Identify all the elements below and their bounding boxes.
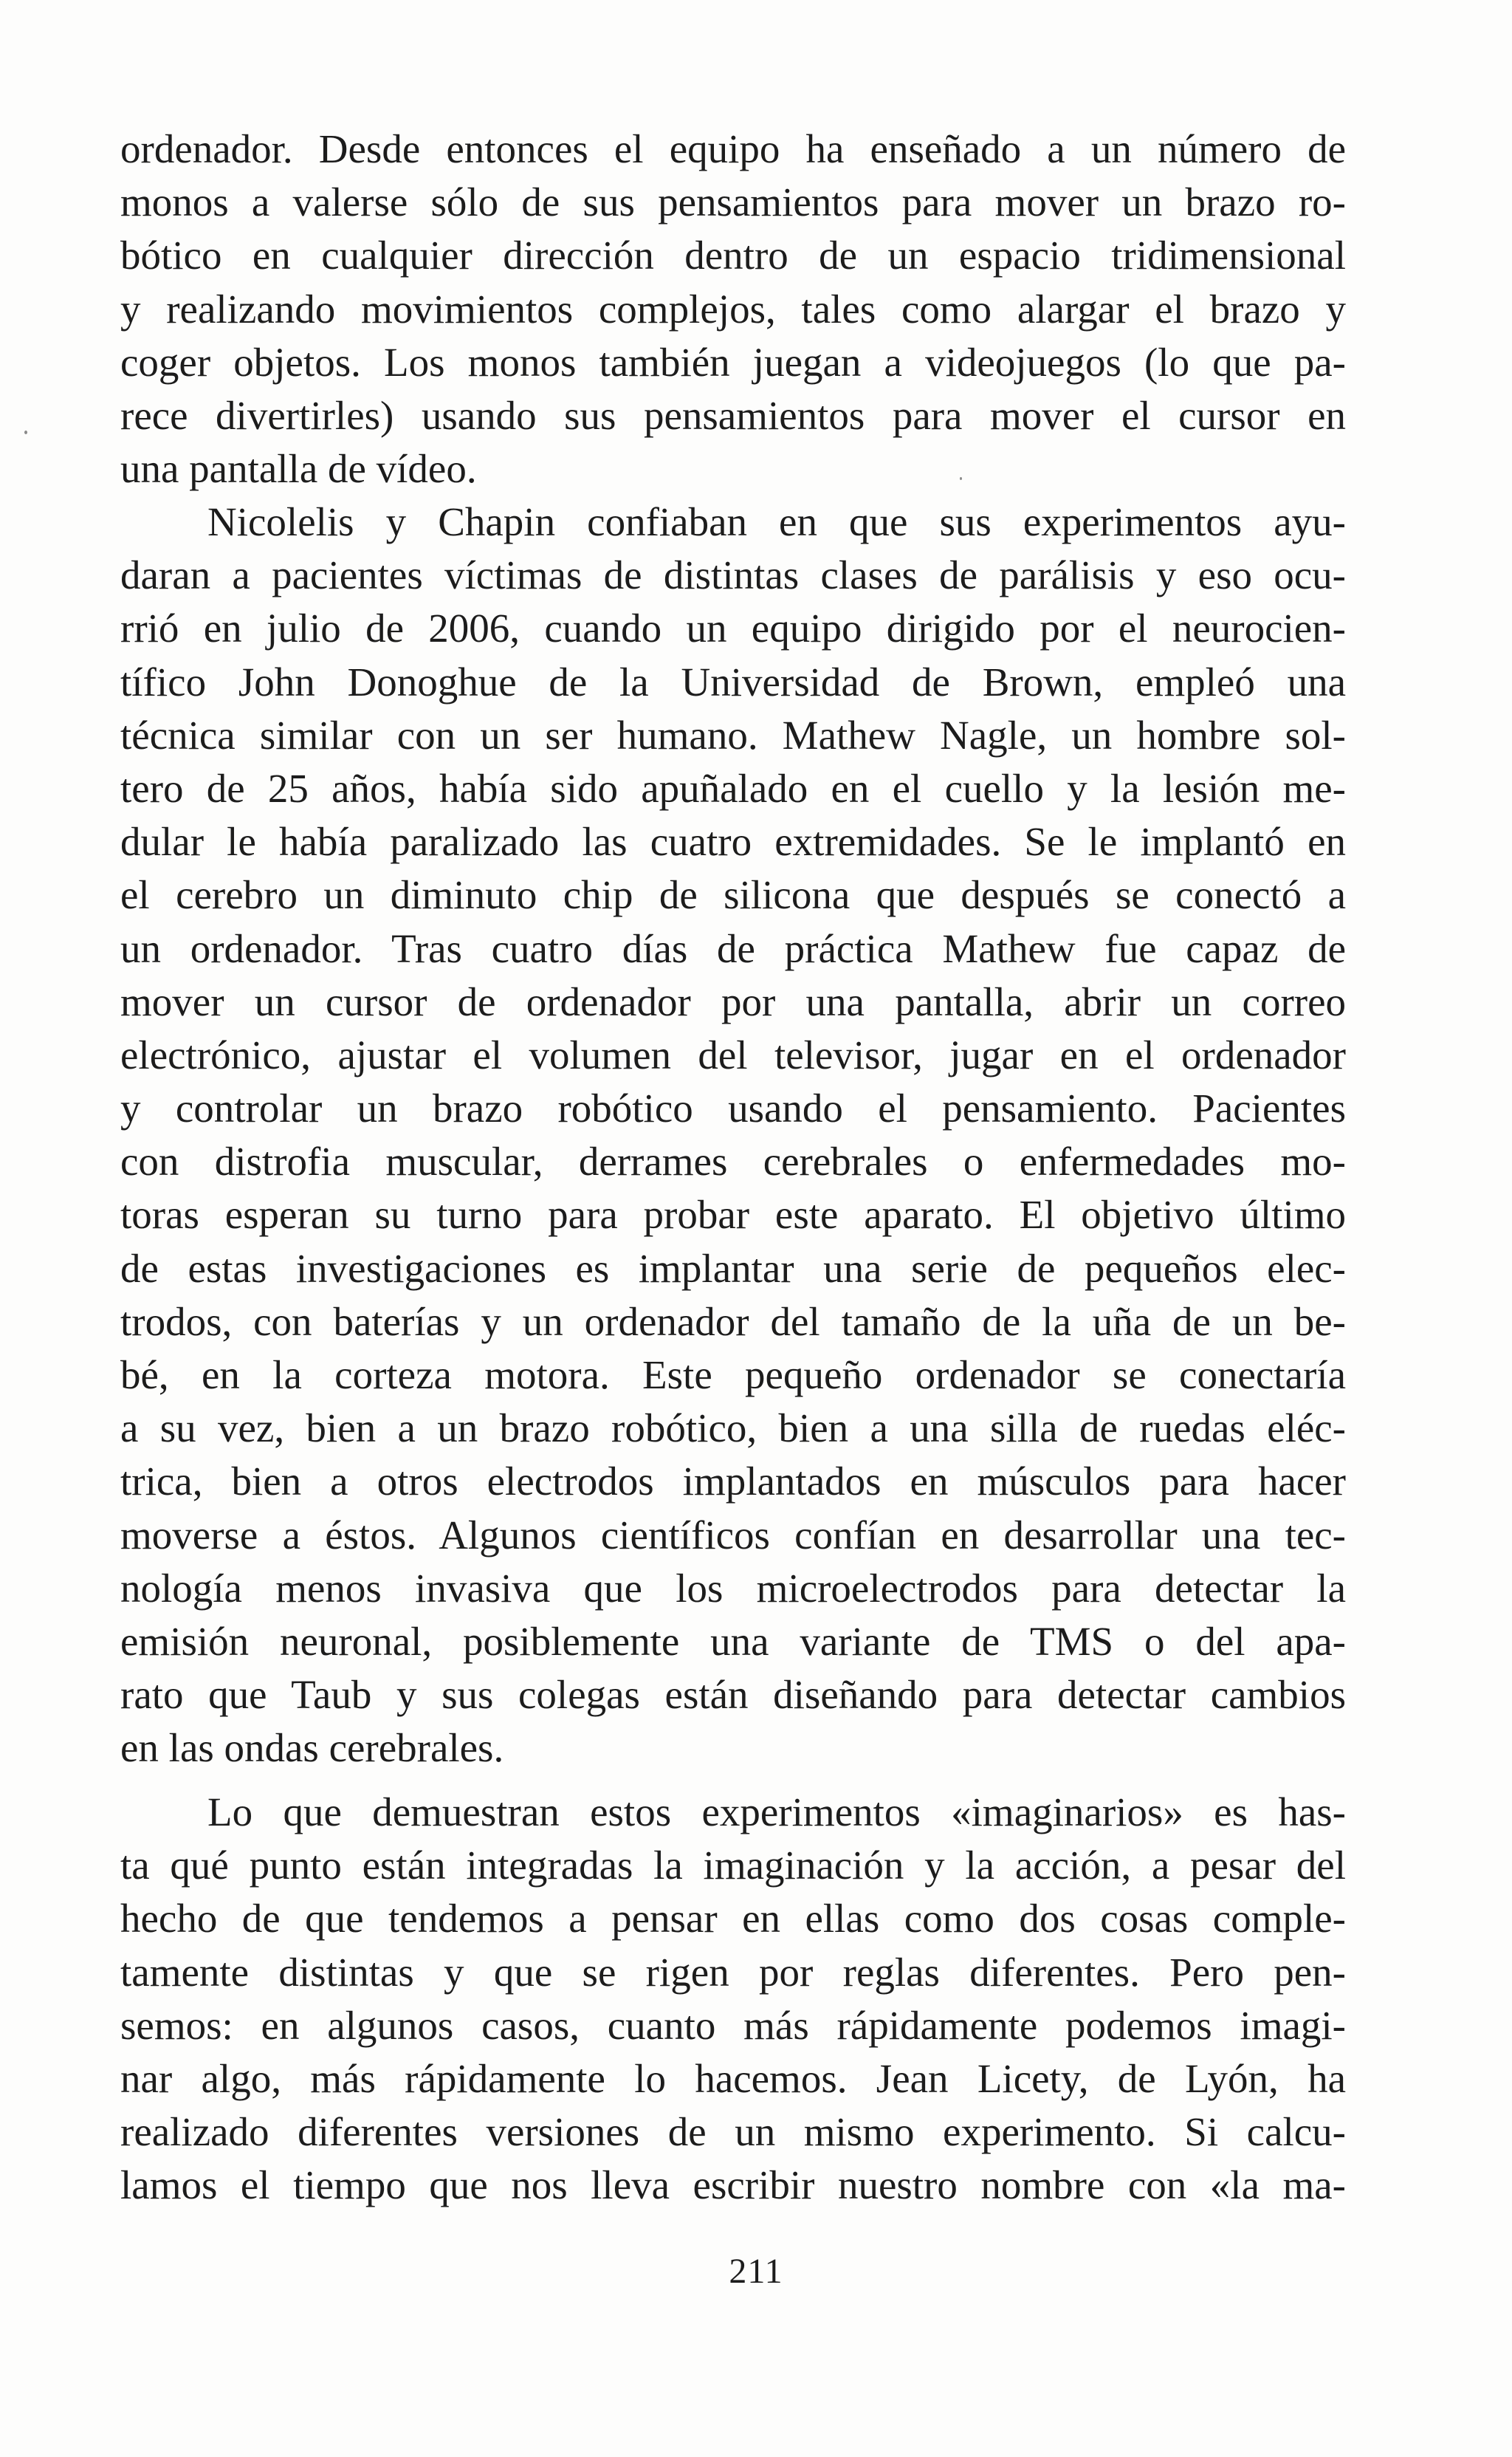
text-line: con distrofia muscular, derrames cerebrales o enfermedades mo-: [120, 1139, 1346, 1185]
text-line: tamente distintas y que se rigen por reglas diferentes. Pero pen-: [120, 1949, 1346, 1995]
text-line: realizado diferentes versiones de un mismo experimento. Si calcu-: [120, 2109, 1346, 2155]
text-line: lamos el tiempo que nos lleva escribir nuestro nombre con «la ma-: [120, 2162, 1346, 2208]
text-line: un ordenador. Tras cuatro días de práctica Mathew fue capaz de: [120, 925, 1346, 971]
text-line: tífico John Donoghue de la Universidad de Brown, empleó una: [120, 659, 1346, 705]
text-line: mover un cursor de ordenador por una pantalla, abrir un correo: [120, 979, 1346, 1024]
paragraph-1: [120, 123, 1346, 496]
text-line: emisión neuronal, posiblemente una variante de TMS o del apa-: [120, 1618, 1346, 1664]
text-line: de estas investigaciones es implantar una serie de pequeños elec-: [120, 1245, 1346, 1291]
text-line: ta qué punto están integradas la imaginación y la acción, a pesar del: [120, 1843, 1346, 1888]
text-line: coger objetos. Los monos también juegan a videojuegos (lo que pa-: [120, 339, 1346, 385]
text-line: una pantalla de vídeo.: [120, 446, 477, 492]
text-line: bé, en la corteza motora. Este pequeño ordenador se conectaría: [120, 1352, 1346, 1397]
text-line: dular le había paralizado las cuatro extremidades. Se le implantó en: [120, 819, 1346, 865]
text-line: y controlar un brazo robótico usando el pensamiento. Pacientes: [120, 1086, 1346, 1131]
text-line: técnica similar con un ser humano. Mathew Nagle, un hombre sol-: [120, 712, 1346, 758]
text-line: rece divertirles) usando sus pensamientos para mover el cursor en: [120, 392, 1346, 438]
text-line: semos: en algunos casos, cuanto más rápidamente podemos imagi-: [120, 2002, 1346, 2048]
text-line: rato que Taub y sus colegas están diseñando para detectar cambios: [120, 1672, 1346, 1718]
text-line: electrónico, ajustar el volumen del televisor, jugar en el ordenador: [120, 1032, 1346, 1077]
text-line: trica, bien a otros electrodos implantados en músculos para hacer: [120, 1459, 1346, 1504]
text-line: Nicolelis y Chapin confiaban en que sus experimentos ayu-: [207, 499, 1346, 544]
text-line: moverse a éstos. Algunos científicos confían en desarrollar una tec-: [120, 1512, 1346, 1558]
text-line: bótico en cualquier dirección dentro de un espacio tridimensional: [120, 233, 1346, 278]
page-number: 211: [729, 2252, 783, 2291]
paragraph-3: [120, 1786, 1346, 2213]
text-line: daran a pacientes víctimas de distintas clases de parálisis y eso ocu-: [120, 552, 1346, 598]
text-line: en las ondas cerebrales.: [120, 1725, 504, 1771]
text-line: Lo que demuestran estos experimentos «imaginarios» es has-: [207, 1789, 1346, 1834]
text-line: a su vez, bien a un brazo robótico, bien a una silla de ruedas eléc-: [120, 1405, 1346, 1451]
text-line: monos a valerse sólo de sus pensamientos para mover un brazo ro-: [120, 179, 1346, 225]
text-line: nología menos invasiva que los microelectrodos para detectar la: [120, 1565, 1346, 1611]
scan-speck: [24, 431, 27, 434]
text-line: y realizando movimientos complejos, tales como alargar el brazo y: [120, 286, 1346, 332]
text-line: toras esperan su turno para probar este aparato. El objetivo último: [120, 1192, 1346, 1238]
text-line: trodos, con baterías y un ordenador del tamaño de la uña de un be-: [120, 1298, 1346, 1344]
paragraph-2: [120, 496, 1346, 1775]
text-line: nar algo, más rápidamente lo hacemos. Jean Licety, de Lyón, ha: [120, 2055, 1346, 2101]
text-line: tero de 25 años, había sido apuñalado en el cuello y la lesión me-: [120, 765, 1346, 811]
text-line: hecho de que tendemos a pensar en ellas como dos cosas comple-: [120, 1896, 1346, 1942]
text-line: ordenador. Desde entonces el equipo ha enseñado a un número de: [120, 126, 1346, 171]
text-line: rrió en julio de 2006, cuando un equipo dirigido por el neurocien-: [120, 606, 1346, 651]
text-line: el cerebro un diminuto chip de silicona que después se conectó a: [120, 872, 1346, 918]
